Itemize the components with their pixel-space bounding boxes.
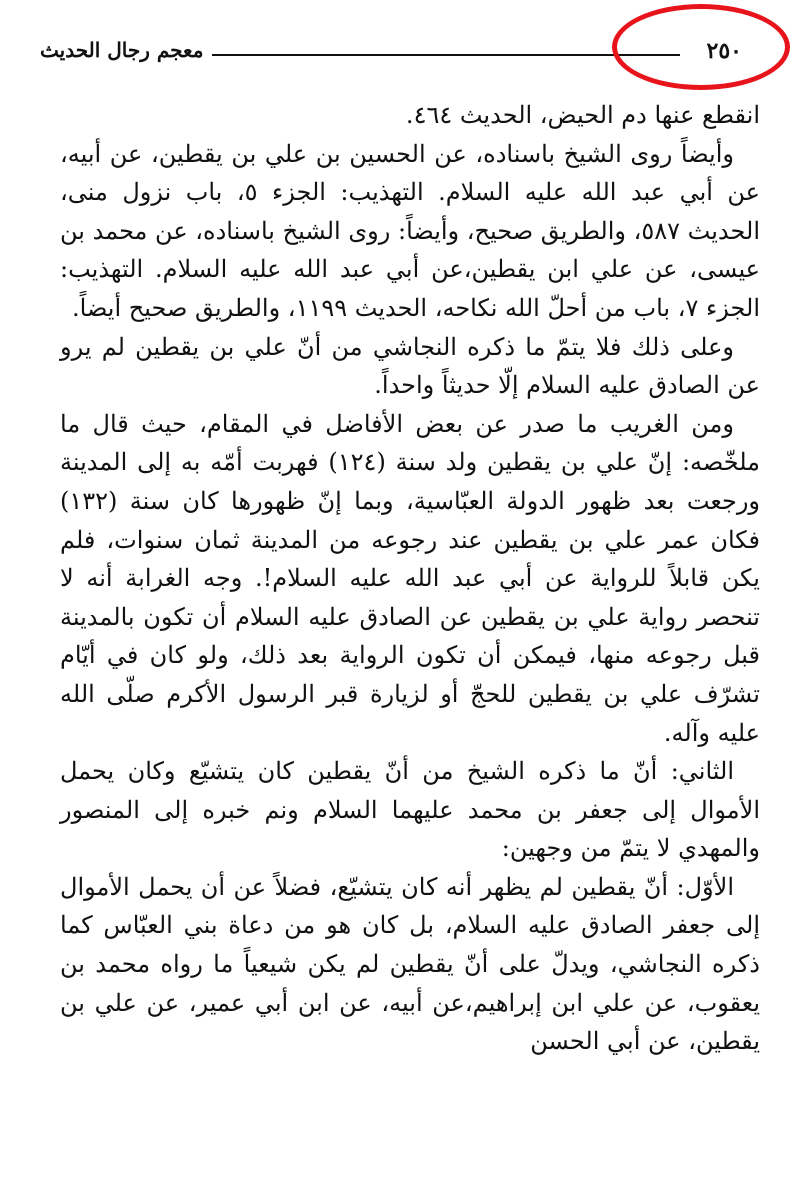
paragraph-6: الأوّل: أنّ يقطين لم يظهر أنه كان يتشيّع، فضلاً عن أن يحمل الأموال إلى جعفر الصادق عليه السلام، بل كان هو من دعاة بني العبّاس كما ذكره النجاشي، ويدلّ على أنّ يقطين لم يكن شيعياً ما رواه محمد بن يعقوب، عن علي ابن إبراهيم،عن أبيه، عن ابن أبي عمير، عن علي بن يقطين، عن أبي الحسن [60, 872, 760, 1056]
header-rule [212, 54, 680, 56]
paragraph-3: وعلى ذلك فلا يتمّ ما ذكره النجاشي من أنّ علي بن يقطين لم يرو عن الصادق عليه السلام إلّا حديثاً واحداً. [60, 332, 760, 400]
body-text [60, 96, 760, 1061]
paragraph-5: الثاني: أنّ ما ذكره الشيخ من أنّ يقطين كان يتشيّع وكان يحمل الأموال إلى جعفر بن محمد عليهما السلام ونم خبره إلى المنصور والمهدي لا يتمّ من وجهين: [60, 757, 760, 863]
paragraph-4: ومن الغريب ما صدر عن بعض الأفاضل في المقام، حيث قال ما ملخّصه: إنّ علي بن يقطين ولد سنة (١٢٤) فهربت أمّه به إلى المدينة ورجعت بعد ظهور الدولة العبّاسية، وبما إنّ ظهورها كان سنة (١٣٢) فكان عمر علي بن يقطين عند رجوعه من المدينة ثمان سنوات، فلم يكن قابلاً للرواية عن أبي عبد الله عليه السلام!. وجه الغرابة أنه لا تنحصر رواية علي بن يقطين عن الصادق عليه السلام أن تكون بالمدينة قبل رجوعه منها، فيمكن أن تكون الرواية بعد ذلك، ولو كان في أيّام تشرّف علي بن يقطين للحجّ أو لزيارة قبر الرسول الأكرم صلّى الله عليه وآله. [60, 409, 761, 747]
page-number: ٢٥٠ [706, 38, 742, 64]
red-circle-annotation [612, 4, 790, 90]
book-title: معجم رجال الحديث [40, 38, 204, 62]
paragraph-1: انقطع عنها دم الحيض، الحديث ٤٦٤. [405, 101, 760, 129]
paragraph-2: وأيضاً روى الشيخ باسناده، عن الحسين بن علي بن يقطين، عن أبيه، عن أبي عبد الله عليه السلام. التهذيب: الجزء ٥، باب نزول منى، الحديث ٥٨٧، والطريق صحيح، وأيضاً: روى الشيخ باسناده، عن محمد بن عيسى، عن علي ابن يقطين،عن أبي عبد الله عليه السلام. التهذيب: الجزء ٧، باب من أحلّ الله نكاحه، الحديث ١١٩٩، والطريق صحيح أيضاً. [60, 139, 761, 322]
